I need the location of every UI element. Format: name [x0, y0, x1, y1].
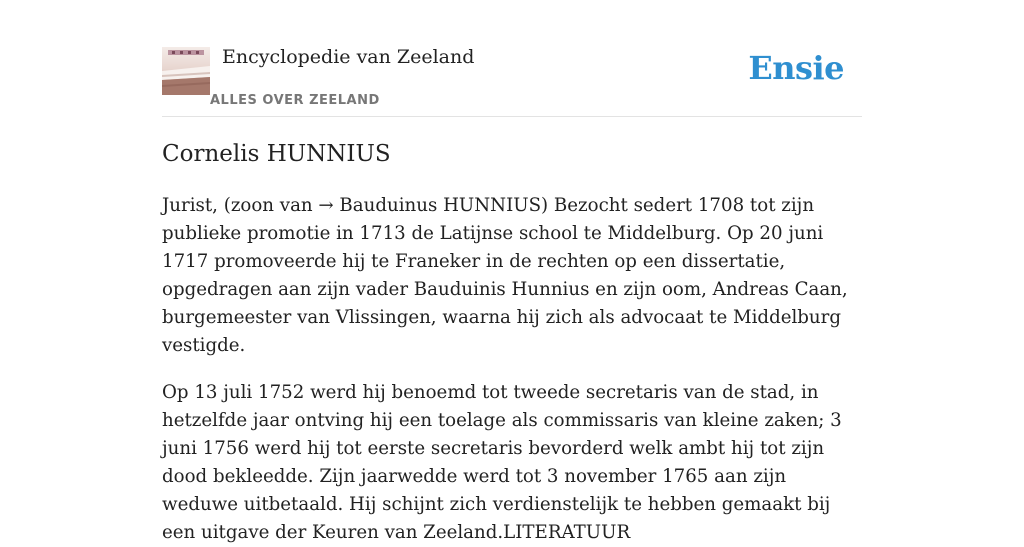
brand-logo[interactable]: Ensie [748, 49, 844, 87]
site-tagline: ALLES OVER ZEELAND [210, 93, 380, 108]
book-icon [162, 47, 210, 95]
site-header [162, 44, 862, 117]
article-title: Cornelis HUNNIUS [162, 141, 391, 167]
article-paragraph: Jurist, (zoon van → Bauduinus HUNNIUS) Bezocht sedert 1708 tot zijn publieke promotie in 1713 de Latijnse school te Middelburg. Op 20 juni 1717 promoveerde hij te Franeker in de rechten op een dissertatie, opgedragen aan zijn vader Bauduinis Hunnius en zijn oom, Andreas Caan, burgemeester van Vlissingen, waarna hij zich als advocaat te Middelburg vestigde. [162, 195, 848, 356]
article [162, 138, 862, 547]
article-body [162, 192, 862, 547]
site-avatar[interactable] [162, 47, 210, 95]
article-paragraph: Op 13 juli 1752 werd hij benoemd tot tweede secretaris van de stad, in hetzelfde jaar ontving hij een toelage als commissaris van kleine zaken; 3 juni 1756 werd hij tot eerste secretaris bevorderd welk ambt hij tot zijn dood bekleedde. Zijn jaarwedde werd tot 3 november 1765 aan zijn weduwe uitbetaald. Hij schijnt zich verdienstelijk te hebben gemaakt bij een uitgave der Keuren van Zeeland.LITERATUUR [162, 382, 842, 543]
site-title[interactable]: Encyclopedie van Zeeland [222, 46, 475, 68]
